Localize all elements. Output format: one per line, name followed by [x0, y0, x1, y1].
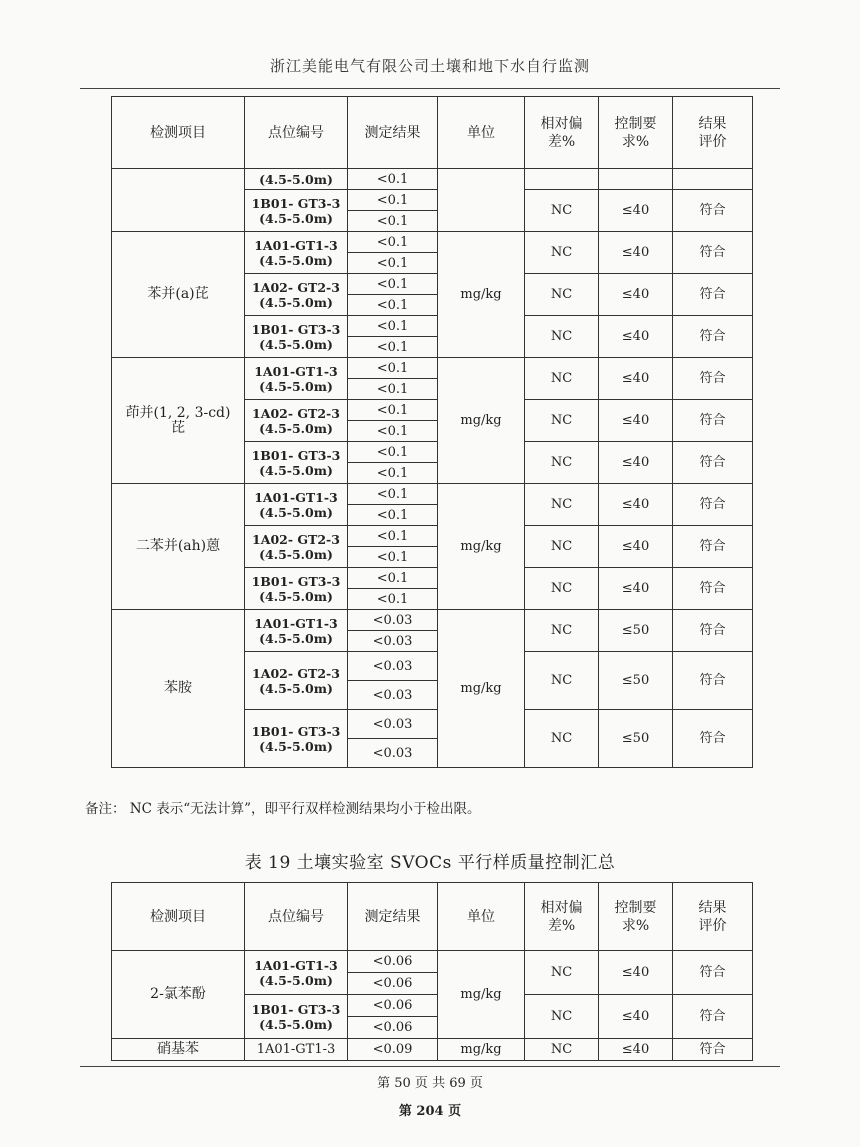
col-header-label: 差%: [547, 917, 576, 934]
result-cell: <0.1: [348, 337, 438, 358]
result-cell: <0.1: [348, 589, 438, 610]
footer-rule: [80, 1066, 780, 1067]
table-caption: 表 19 土壤实验室 SVOCs 平行样质量控制汇总: [244, 853, 616, 873]
col-header-label: 单位: [467, 908, 495, 925]
site-depth: (4.5-5.0m): [259, 462, 333, 478]
ctrl-cell: ≤40: [599, 190, 673, 232]
col-header: [348, 97, 438, 169]
col-header-label: 相对偏: [540, 115, 583, 132]
table-row: [112, 610, 753, 631]
site-code: 1B01- GT3-3: [251, 321, 341, 337]
result-cell: <0.1: [348, 421, 438, 442]
site-cell: [245, 995, 348, 1039]
col-header: [438, 883, 525, 951]
result-cell: <0.1: [348, 442, 438, 463]
site-depth: (4.5-5.0m): [259, 420, 333, 436]
rd-cell: NC: [525, 710, 599, 768]
eval-cell: 符合: [673, 442, 753, 484]
col-header-label: 评价: [698, 917, 727, 934]
ctrl-cell: ≤40: [599, 400, 673, 442]
ctrl-cell: ≤50: [599, 710, 673, 768]
ctrl-cell: ≤40: [599, 951, 673, 995]
site-cell: [245, 358, 348, 400]
result-cell: <0.1: [348, 169, 438, 190]
ctrl-cell: ≤40: [599, 358, 673, 400]
site-code: 1B01- GT3-3: [251, 573, 341, 589]
result-cell: <0.03: [348, 610, 438, 631]
result-cell: <0.1: [348, 232, 438, 253]
item-line: 芘: [171, 419, 185, 436]
col-header: [599, 97, 673, 169]
col-header-label: 相对偏: [540, 899, 583, 916]
col-header-label: 点位编号: [268, 124, 324, 141]
col-header: [673, 883, 753, 951]
rd-cell: NC: [525, 232, 599, 274]
ctrl-cell: ≤40: [599, 1039, 673, 1061]
ctrl-cell: ≤40: [599, 442, 673, 484]
col-header-label: 点位编号: [268, 908, 324, 925]
eval-cell: [673, 169, 753, 190]
eval-cell: 符合: [673, 995, 753, 1039]
page-number: 第 204 页: [398, 1104, 462, 1119]
table-row: [112, 358, 753, 379]
site-code: 1A01-GT1-3: [254, 489, 338, 505]
site-depth: (4.5-5.0m): [259, 738, 333, 754]
result-cell: <0.03: [348, 652, 438, 681]
site-cell: [245, 442, 348, 484]
table-header-row: [112, 883, 753, 951]
site-cell: [245, 652, 348, 710]
result-cell: <0.09: [348, 1039, 438, 1061]
ctrl-cell: ≤50: [599, 610, 673, 652]
ctrl-cell: ≤40: [599, 274, 673, 316]
site-cell: (4.5-5.0m): [245, 169, 348, 190]
col-header-label: 差%: [547, 133, 576, 150]
ctrl-cell: ≤40: [599, 526, 673, 568]
rd-cell: NC: [525, 610, 599, 652]
site-cell: [245, 526, 348, 568]
rd-cell: NC: [525, 442, 599, 484]
site-depth: (4.5-5.0m): [259, 680, 333, 696]
site-depth: (4.5-5.0m): [259, 294, 333, 310]
result-cell: <0.1: [348, 190, 438, 211]
site-depth: (4.5-5.0m): [259, 1016, 333, 1032]
site-depth: (4.5-5.0m): [259, 378, 333, 394]
col-header-label: 评价: [698, 133, 727, 150]
col-header: [525, 883, 599, 951]
site-depth: (4.5-5.0m): [259, 546, 333, 562]
col-header-label: 结果: [698, 899, 727, 916]
rd-cell: [525, 169, 599, 190]
col-header: [599, 883, 673, 951]
site-cell: [245, 484, 348, 526]
result-cell: <0.1: [348, 547, 438, 568]
ctrl-cell: [599, 169, 673, 190]
unit-cell: mg/kg: [438, 358, 525, 484]
rd-cell: NC: [525, 951, 599, 995]
unit-cell: mg/kg: [438, 951, 525, 1039]
eval-cell: 符合: [673, 652, 753, 710]
col-header-label: 求%: [621, 133, 650, 150]
unit-cell: mg/kg: [438, 484, 525, 610]
site-depth: (4.5-5.0m): [259, 630, 333, 646]
page-count: 第 50 页 共 69 页: [377, 1076, 483, 1091]
table-row: [112, 1039, 753, 1061]
eval-cell: 符合: [673, 274, 753, 316]
site-cell: 1A01-GT1-3: [245, 1039, 348, 1061]
site-code: 1B01- GT3-3: [251, 195, 341, 211]
col-header-label: 控制要: [614, 899, 657, 916]
col-header-label: 检测项目: [150, 908, 206, 925]
rd-cell: NC: [525, 190, 599, 232]
unit-cell: mg/kg: [438, 232, 525, 358]
result-cell: <0.06: [348, 995, 438, 1017]
result-cell: <0.03: [348, 710, 438, 739]
item-cell: 二苯并(ah)蒽: [112, 484, 245, 610]
site-cell: [245, 610, 348, 652]
result-cell: <0.1: [348, 568, 438, 589]
ctrl-cell: ≤50: [599, 652, 673, 710]
col-header-label: 单位: [467, 124, 495, 141]
site-code: 1A02- GT2-3: [252, 279, 340, 295]
eval-cell: 符合: [673, 526, 753, 568]
result-cell: <0.1: [348, 295, 438, 316]
site-cell: [245, 951, 348, 995]
col-header: [348, 883, 438, 951]
eval-cell: 符合: [673, 232, 753, 274]
eval-cell: 符合: [673, 1039, 753, 1061]
result-cell: <0.1: [348, 484, 438, 505]
result-cell: <0.1: [348, 274, 438, 295]
result-cell: <0.03: [348, 681, 438, 710]
rd-cell: NC: [525, 400, 599, 442]
unit-cell: mg/kg: [438, 610, 525, 768]
rd-cell: NC: [525, 1039, 599, 1061]
item-cell: 硝基苯: [112, 1039, 245, 1061]
col-header: [112, 883, 245, 951]
eval-cell: 符合: [673, 710, 753, 768]
result-cell: <0.1: [348, 400, 438, 421]
header-rule: [80, 88, 780, 89]
col-header: [673, 97, 753, 169]
site-code: 1A01-GT1-3: [254, 363, 338, 379]
eval-cell: 符合: [673, 316, 753, 358]
ctrl-cell: ≤40: [599, 995, 673, 1039]
site-depth: (4.5-5.0m): [259, 336, 333, 352]
result-cell: <0.03: [348, 739, 438, 768]
col-header-label: 结果: [698, 115, 727, 132]
site-code: 1B01- GT3-3: [251, 723, 341, 739]
ctrl-cell: ≤40: [599, 316, 673, 358]
unit-cell: mg/kg: [438, 1039, 525, 1061]
result-cell: <0.1: [348, 379, 438, 400]
ctrl-cell: ≤40: [599, 568, 673, 610]
site-cell: [245, 710, 348, 768]
rd-cell: NC: [525, 358, 599, 400]
table-row: [112, 484, 753, 505]
rd-cell: NC: [525, 568, 599, 610]
page-header: 浙江美能电气有限公司土壤和地下水自行监测: [269, 57, 590, 75]
col-header-label: 控制要: [614, 115, 657, 132]
result-cell: <0.06: [348, 973, 438, 995]
col-header-label: 检测项目: [150, 124, 206, 141]
eval-cell: 符合: [673, 190, 753, 232]
site-code: 1A02- GT2-3: [252, 405, 340, 421]
col-header: [245, 883, 348, 951]
rd-cell: NC: [525, 652, 599, 710]
site-depth: (4.5-5.0m): [259, 210, 333, 226]
site-depth: (4.5-5.0m): [259, 972, 333, 988]
col-header: [245, 97, 348, 169]
site-cell: [245, 190, 348, 232]
result-cell: <0.1: [348, 211, 438, 232]
site-code: 1A01-GT1-3: [254, 615, 338, 631]
svoc-parallel-table-19: [111, 882, 753, 1061]
eval-cell: 符合: [673, 400, 753, 442]
ctrl-cell: ≤40: [599, 232, 673, 274]
item-cell: [112, 358, 245, 484]
result-cell: <0.06: [348, 1017, 438, 1039]
rd-cell: NC: [525, 316, 599, 358]
result-cell: <0.1: [348, 526, 438, 547]
result-cell: <0.1: [348, 358, 438, 379]
site-cell: [245, 316, 348, 358]
item-cell: 苯并(a)芘: [112, 232, 245, 358]
col-header: [438, 97, 525, 169]
unit-cell: [438, 169, 525, 232]
result-cell: <0.06: [348, 951, 438, 973]
site-depth: (4.5-5.0m): [259, 588, 333, 604]
rd-cell: NC: [525, 274, 599, 316]
site-depth: (4.5-5.0m): [259, 252, 333, 268]
rd-cell: NC: [525, 484, 599, 526]
rd-cell: NC: [525, 526, 599, 568]
site-cell: [245, 400, 348, 442]
site-code: 1A01-GT1-3: [254, 957, 338, 973]
item-cell: [112, 169, 245, 232]
site-code: 1B01- GT3-3: [251, 447, 341, 463]
table-header-row: [112, 97, 753, 169]
rd-cell: NC: [525, 995, 599, 1039]
col-header: [112, 97, 245, 169]
eval-cell: 符合: [673, 951, 753, 995]
eval-cell: 符合: [673, 610, 753, 652]
col-header-label: 测定结果: [364, 908, 421, 925]
site-code: 1A02- GT2-3: [252, 665, 340, 681]
item-cell: 苯胺: [112, 610, 245, 768]
col-header-label: 求%: [621, 917, 650, 934]
result-cell: <0.1: [348, 316, 438, 337]
col-header: [525, 97, 599, 169]
footnote: 备注： NC 表示“无法计算”，即平行双样检测结果均小于检出限。: [85, 801, 481, 817]
eval-cell: 符合: [673, 358, 753, 400]
table-row: [112, 169, 753, 190]
parallel-sample-table-18: [111, 96, 753, 768]
site-cell: [245, 232, 348, 274]
site-code: 1A02- GT2-3: [252, 531, 340, 547]
item-line: 茚并(1, 2, 3-cd): [125, 404, 231, 421]
table-row: [112, 951, 753, 973]
result-cell: <0.1: [348, 505, 438, 526]
eval-cell: 符合: [673, 568, 753, 610]
site-depth: (4.5-5.0m): [259, 504, 333, 520]
eval-cell: 符合: [673, 484, 753, 526]
result-cell: <0.03: [348, 631, 438, 652]
result-cell: <0.1: [348, 463, 438, 484]
result-cell: <0.1: [348, 253, 438, 274]
site-cell: [245, 274, 348, 316]
site-code: 1B01- GT3-3: [251, 1001, 341, 1017]
col-header-label: 测定结果: [364, 124, 421, 141]
item-cell: 2-氯苯酚: [112, 951, 245, 1039]
ctrl-cell: ≤40: [599, 484, 673, 526]
site-code: 1A01-GT1-3: [254, 237, 338, 253]
site-cell: [245, 568, 348, 610]
table-row: [112, 232, 753, 253]
